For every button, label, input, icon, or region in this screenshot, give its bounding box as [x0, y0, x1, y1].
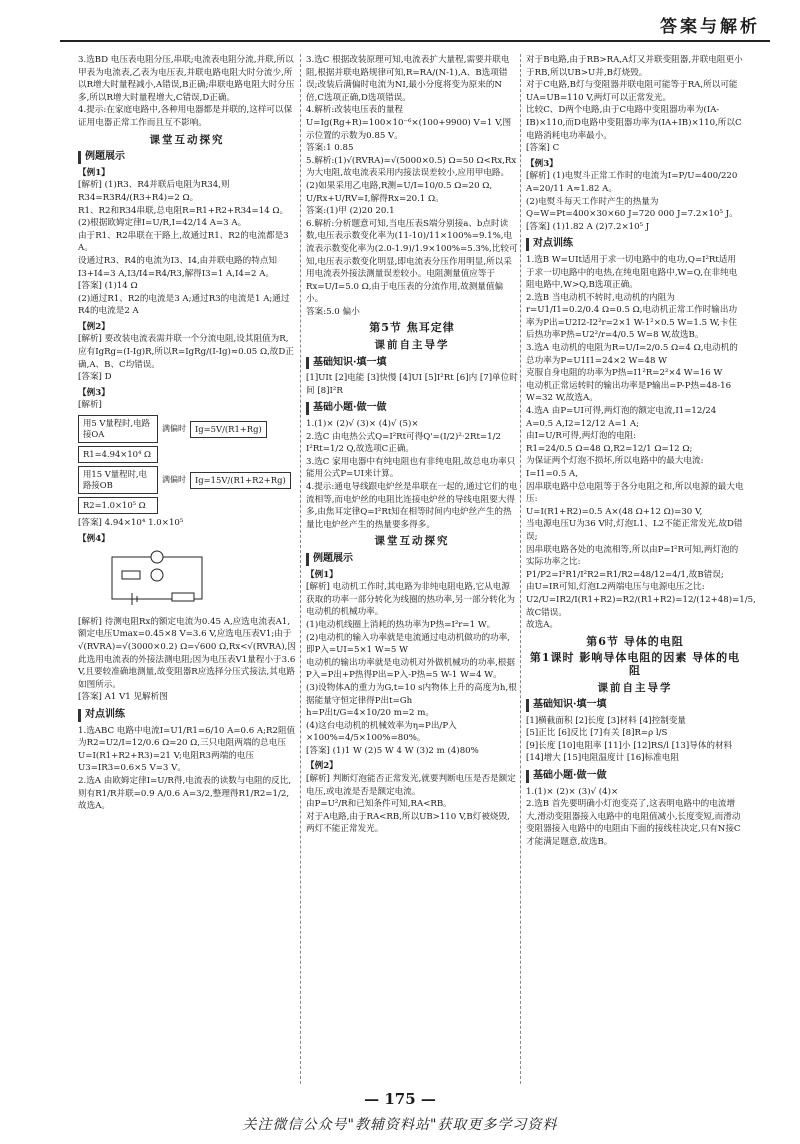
paragraph: [解析] [78, 400, 102, 411]
paragraph: (3)设物体A的重力为G,t=10 s内物体上升的高度为h,根据能量守恒定律得P出t=Gh [306, 682, 517, 706]
subsection-heading: 基础小题·做一做 [306, 402, 518, 415]
page-header [0, 0, 800, 46]
paragraph: [9]长度 [10]电阻率 [11]小 [12]RS/l [13]导体的材料 [14]增大 [15]电阻温度计 [16]标准电阻 [526, 740, 733, 764]
lesson-title: 第1课时 影响导体电阻的因素 导体的电阻 [529, 651, 741, 677]
paragraph: 2.选B 首先要明确小灯泡变亮了,这表明电路中的电流增大,滑动变阻器接入电路中的电阻值减小,长度变短,而滑动变阻器接入电路中的电阻由下面的接线柱决定,只有N接C才能满足题意,故选B。 [526, 799, 741, 848]
paragraph: [解析] 判断灯泡能否正常发光,就要判断电压是否是额定电压,或电流是否是额定电流。 [306, 774, 516, 797]
paragraph: 2.选C 由电热公式Q=I²Rt可得Q'=(I/2)²·2Rt=1/2 I²Rt=1/2 Q,故选项C正确。 [306, 431, 501, 455]
paragraph: 5.解析:(1)√(RVRA)=√(5000×0.5) Ω=50 Ω<Rx,Rx为大电阻,故电流表采用内接法误差较小,应用甲电路。 [306, 155, 517, 179]
paragraph: [1]UIt [2]电能 [3]快慢 [4]UI [5]I²Rt [6]内 [7]单位时间 [8]I²R [306, 373, 518, 396]
section-heading: 课堂互动探究 [374, 535, 450, 548]
paragraph: I=I1=0.5 A, [526, 469, 578, 479]
paragraph: [答案] (1)14 Ω [78, 281, 138, 292]
flow-result-2 [78, 497, 296, 514]
paragraph: 3.选BD 电压表电阻分压,串联;电流表电阻分流,并联,所以甲表为电流表,乙表为电压表,并联电路电阻大时分流少,所以R增大时量程减小,A错误,B正确;串联电路电阻大时分压多,所以R增大时量程增大,C错误,D正确。 [78, 55, 295, 103]
paragraph: U/Rx+U/RV=I,解得Rx=20.1 Ω。 [306, 193, 444, 204]
flow-box: R1=4.94×10⁴ Ω [78, 446, 158, 463]
paragraph: P1/P2=I²R1/I²R2=R1/R2=48/12=4/1,故B错误; [526, 569, 724, 580]
paragraph: 4.解析:改装电压表的量程U=Ig(Rg+R)=100×10⁻⁶×(100+9900) V=1 V,图示位置的示数为0.85 V。 [306, 105, 512, 141]
paragraph: 由I=U/R可得,两灯泡的电阻: [526, 431, 637, 442]
paragraph: [答案] (1)1.82 A (2)7.2×10⁵ J [526, 221, 650, 232]
paragraph: 答案:5.0 偏小 [306, 306, 360, 317]
paragraph: [解析] 电动机工作时,其电路为非纯电阻电路,它从电源获取的功率一部分转化为线圈的热功率,另一部分转化为电动机的机械功率。 [306, 582, 515, 618]
subsection-heading: 基础知识·填一填 [306, 357, 518, 370]
paragraph: 当电源电压U为36 V时,灯泡L1、L2不能正常发光,故D错误; [526, 519, 743, 542]
paragraph: R34=R3R4/(R3+R4)=2 Ω。 [78, 192, 199, 203]
paragraph: R1=24/0.5 Ω=48 Ω,R2=12/1 Ω=12 Ω; [526, 443, 693, 454]
paragraph: 2.选A 由欧姆定律I=U/R得,电流表的读数与电阻的反比,则有R1/R并联=0.9 A/0.6 A=3/2,整理得R1/R2=1/2,故选A。 [78, 775, 292, 812]
paragraph: 答案:1 0.85 [306, 143, 354, 154]
paragraph: 1.选ABC 电路中电流I=U1/R1=6/10 A=0.6 A;R2阻值为R2=U2/I=12/0.6 Ω=20 Ω,三只电阻两端的总电压U=I(R1+R2+R3)=21 V;电阻R3两端的电压U3=IR3=0.6×5 V=3 V。 [78, 725, 296, 774]
paragraph: (2)通过R1、R2的电流是3 A;通过R3的电流是1 A;通过R4的电流是2 A [78, 293, 290, 317]
column-2 [306, 54, 518, 836]
paragraph: 4.选A 由P=UI可得,两灯泡的额定电流,I1=12/24 A=0.5 A,I2=12/12 A=1 A; [526, 406, 717, 429]
flow-box: R2=1.0×10⁵ Ω [78, 497, 158, 514]
subsection-heading: 基础小题·做一做 [526, 770, 744, 783]
paragraph: 故选A。 [526, 620, 558, 631]
paragraph: U=I(R1+R2)=0.5 A×(48 Ω+12 Ω)=30 V, [526, 506, 703, 517]
paragraph: 3.选A 电动机的电阻为R=U/I=2/0.5 Ω=4 Ω,电动机的总功率为P=U1I1=24×2 W=48 W [526, 343, 738, 366]
paragraph: 1.选B W=UIt适用于求一切电路中的电功,Q=I²Rt适用于求一切电路中的电热,在纯电阻电路中,W=Q,在非纯电阻电路中,W>Q,B选项正确。 [526, 254, 738, 291]
column-divider-2 [520, 54, 521, 1084]
paragraph: 电动机的输出功率就是电动机对外做机械功的功率,根据P入=P出+P热得P出=P入-P热=5 W-1 W=4 W。 [306, 657, 515, 681]
paragraph: [解析] (1)电熨斗正常工作时的电流为I=P/U=400/220 A=20/11 A≈1.82 A。 [526, 171, 738, 194]
subsection-heading: 例题展示 [78, 151, 296, 164]
paragraph: [1]横截面积 [2]长度 [3]材料 [4]控制变量 [526, 715, 687, 726]
paragraph: [5]正比 [6]反比 [7]有关 [8]R=ρ l/S [526, 728, 668, 739]
example-tag: 【例3】 [78, 387, 110, 398]
paragraph: 6.解析:分析题意可知,当电压表S端分别接a、b点时读数,电压表示数变化率为(11-10)/11×100%=9.1%,电流表示数变化率为(2.0-1.9)/1.9×100%=5.3%,比较可知,电压表示数变化明显,即电流表分压作用明显,所以采用电流表外接法测量误差较小。电阻测量值应等于Rx=U/I=5.0 Ω,由于电压表的分流作用,故测量值偏小。 [306, 218, 518, 305]
paragraph: (1)电动机线圈上消耗的热功率为P热=I²r=1 W。 [306, 619, 496, 630]
flow-row-2 [78, 466, 296, 494]
subsection-heading: 对点训练 [526, 238, 744, 251]
flow-box: 用5 V量程时,电路接OA [78, 415, 158, 443]
paragraph: 由P=U²/R和已知条件可知,RA<RB。 [306, 799, 452, 810]
flow-row-1 [78, 415, 296, 443]
paragraph: 3.选C 家用电器中有纯电阻也有非纯电阻,故总电功率只能用公式P=UI来计算。 [306, 456, 516, 480]
example-tag: 【例1】 [306, 569, 338, 580]
paragraph: h=P出t/G=4×10/20 m=2 m。 [306, 708, 434, 719]
chapter-title: 第5节 焦耳定律 [369, 321, 455, 335]
example-tag: 【例4】 [78, 533, 110, 544]
header-title: 答案与解析 [660, 17, 760, 37]
circuit-diagram-svg [102, 549, 212, 607]
footer-note: 关注微信公众号"教辅资料站"获取更多学习资料 [242, 1117, 558, 1133]
paragraph: [解析] (1)R3、R4并联后电阻为R34,则 [78, 180, 230, 191]
column-divider-1 [300, 54, 301, 1084]
column-1 [78, 54, 296, 813]
paragraph: (2)电熨斗每天工作时产生的热量为Q=W=Pt=400×30×60 J=720 000 J=7.2×10⁵ J。 [526, 196, 738, 220]
header-rule [60, 40, 770, 42]
flow-box: 用15 V量程时,电路接OB [78, 466, 158, 494]
paragraph: 电动机正常运转时的输出功率是P输出=P-P热=48-16 W=32 W,故选A。 [526, 380, 732, 404]
page-number: — 175 — [364, 1090, 436, 1108]
paragraph: 1.(1)× (2)√ (3)× (4)√ (5)× [306, 419, 419, 430]
paragraph: 对于B电路,由于RB>RA,A灯又并联变阻器,并联电阻更小于RB,所以UB>U并,B灯烧毁。 [526, 55, 743, 78]
paragraph: 4.提示:通电导线跟电炉丝是串联在一起的,通过它们的电流相等,而电炉丝的电阻比连接电炉丝的导线电阻要大得多,由焦耳定律Q=I²Rt知在相等时间内电炉丝产生的热量比电炉丝产生的热量要多得多。 [306, 482, 518, 530]
paragraph: [答案] C [526, 143, 560, 154]
paragraph: 2.选B 当电动机不转时,电动机的内阻为r=U1/I1=0.2/0.4 Ω=0.5 Ω,电动机正常工作时输出功率为P出=U2I2-I2²r=2×1 W-1²×0.5 W=1.5 W,卡住后热功率P热=U2²/r=4/0.5 W=8 W,故选B。 [526, 292, 738, 341]
flow-arrow-label: 满偏时 [162, 423, 186, 433]
paragraph: 对于C电路,B灯与变阻器并联电阻可能等于RA,所以可能UA=UB=110 V,两灯可以正常发光。 [526, 80, 738, 103]
example-tag: 【例2】 [306, 761, 338, 772]
column-3 [526, 54, 756, 849]
paragraph: 对于A电路,由于RA<RB,所以UB>110 V,B灯被烧毁,两灯不能正常发光。 [306, 811, 510, 835]
paragraph: [解析] 待测电阻Rx的额定电流为0.45 A,应选电流表A1,额定电压Umax=0.45×8 V=3.6 V,应选电压表V1;由于√(RVRA)=√(3000×0.2) Ω=√600 Ω,Rx<√(RVRA),因此选用电流表的外接法测电阻;因为电压表V1量程小于3.6 V,且要较准确地测量,故变阻器R应选择分压式接法,其电路如图所示。 [78, 616, 296, 690]
flow-box: Ig=5V/(R1+Rg) [190, 421, 267, 438]
paragraph: 比较C、D两个电路,由于C电路中变阻器功率为(IA-IB)×110,而D电路中变阻器功率为(IA+IB)×110,所以C电路消耗电功率最小。 [526, 105, 742, 141]
flow-result-1 [78, 446, 296, 463]
paragraph: 因串联电路中总电阻等于各分电阻之和,所以电源的最大电压: [526, 481, 744, 505]
paragraph: [答案] A1 V1 见解析图 [78, 692, 168, 703]
subsection-heading: 基础知识·填一填 [526, 699, 744, 712]
section-heading: 课前自主导学 [374, 339, 450, 352]
example-tag: 【例3】 [526, 158, 558, 169]
paragraph: 由U=IR可知,灯泡L2两端电压与电源电压之比: [526, 582, 705, 593]
paragraph: (2)如果采用乙电路,R测=U/I=10/0.5 Ω=20 Ω, [306, 180, 493, 191]
paragraph: 设通过R3、R4的电流为I3、I4,由并联电路的特点知I3+I4=3 A,I3/I4=R4/R3,解得I3=1 A,I4=2 A。 [78, 255, 278, 279]
paragraph: 4.提示:在家庭电路中,各种用电器都是并联的,这样可以保证用电器正常工作而且互不影响。 [78, 105, 293, 128]
circuit-diagram [102, 549, 296, 612]
example-tag: 【例1】 [78, 167, 110, 178]
paragraph: 3.选C 根据改装原理可知,电流表扩大量程,需要并联电阻,根据并联电路规律可知,R=RA/(N-1),A、B选项错误;改装后满偏时电流为NI,最小分度将变为原来的N倍,C选项正确,D选项错误。 [306, 55, 510, 103]
flow-arrow-label: 满偏时 [162, 474, 186, 484]
paragraph: 为保证两个灯泡不损坏,所以电路中的最大电流: [526, 456, 704, 467]
paragraph: 克服自身电阻的功率为P热=I1²R=2²×4 W=16 W [526, 368, 723, 379]
chapter-title: 第6节 导体的电阻 [586, 634, 684, 648]
paragraph: 由于R1、R2串联在干路上,故通过R1、R2的电流都是3 A。 [78, 230, 289, 254]
example-tag: 【例2】 [78, 321, 110, 332]
paragraph: (2)根据欧姆定律I=U/R,I=42/14 A=3 A。 [78, 218, 247, 229]
paragraph: [答案] D [78, 372, 112, 383]
paragraph: (4)这台电动机的机械效率为η=P出/P入×100%=4/5×100%=80%。 [306, 720, 457, 744]
paragraph: 因串联电路各处的电流相等,所以由P=I²R可知,两灯泡的实际功率之比: [526, 544, 739, 568]
paragraph: [答案] 4.94×10⁴ 1.0×10⁵ [78, 518, 184, 529]
subsection-heading: 对点训练 [78, 709, 296, 722]
section-heading: 课堂互动探究 [149, 133, 225, 146]
paragraph: 答案:(1)甲 (2)20 20.1 [306, 206, 395, 217]
paragraph: [答案] (1)1 W (2)5 W 4 W (3)2 m (4)80% [306, 745, 479, 756]
paragraph: (2)电动机的输入功率就是电流通过电动机做功的功率,即P入=UI=5×1 W=5 W [306, 632, 510, 656]
paragraph: R1、R2和R34串联,总电阻R=R1+R2+R34=14 Ω。 [78, 205, 289, 216]
paragraph: U2/U=IR2/I(R1+R2)=R2/(R1+R2)=12/(12+48)=1/5,故C错误。 [526, 594, 756, 618]
paragraph: [解析] 要改装电流表需并联一个分流电阻,设其阻值为R,应有IgRg=(I-Ig)R,所以R=IgRg/(I-Ig)≈0.05 Ω,故D正确,A、B、C均错误。 [78, 334, 294, 370]
paragraph: 1.(1)× (2)× (3)√ (4)× [526, 786, 619, 797]
subsection-heading: 例题展示 [306, 553, 518, 566]
section-heading: 课前自主导学 [597, 681, 673, 694]
flow-box: Ig=15V/(R1+R2+Rg) [190, 472, 291, 489]
